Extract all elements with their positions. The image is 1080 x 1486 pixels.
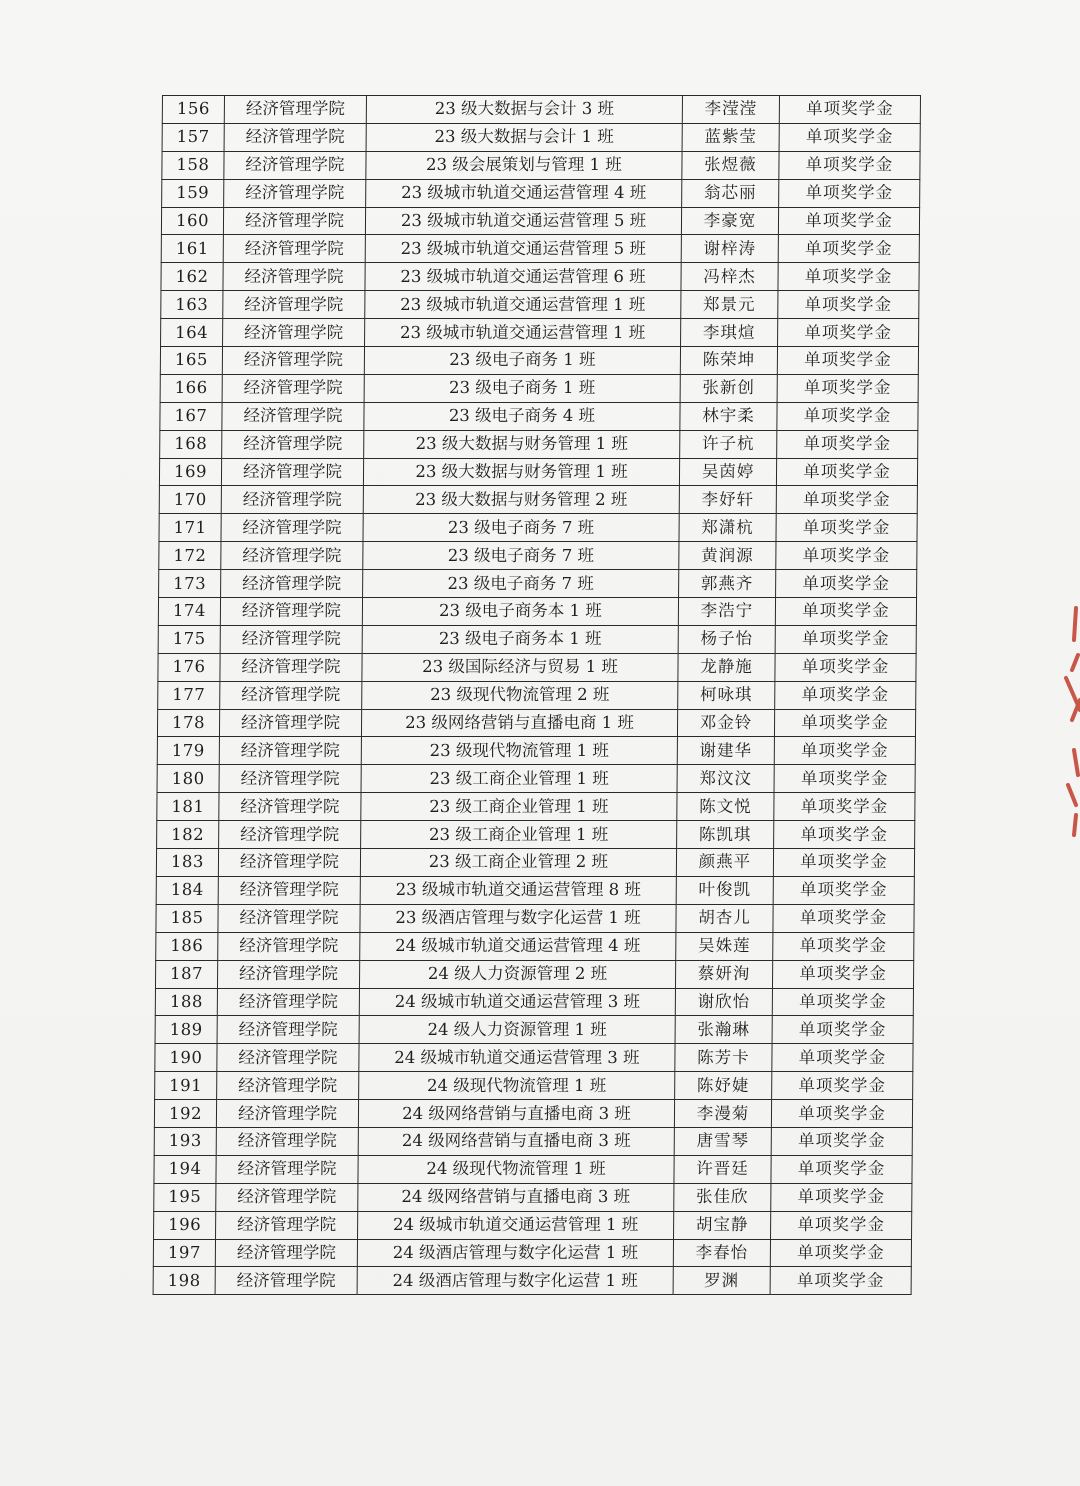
college-cell: 经济管理学院 xyxy=(223,263,365,291)
college-cell: 经济管理学院 xyxy=(216,1127,358,1155)
college-cell: 经济管理学院 xyxy=(219,793,361,821)
award-cell: 单项奖学金 xyxy=(778,263,919,291)
row-number: 195 xyxy=(154,1183,216,1211)
row-number: 162 xyxy=(161,263,223,291)
student-name-cell: 林宇柔 xyxy=(680,402,777,430)
row-number: 181 xyxy=(157,793,219,821)
row-number: 182 xyxy=(157,821,219,849)
student-name-cell: 张煜薇 xyxy=(682,151,779,179)
college-cell: 经济管理学院 xyxy=(223,319,365,347)
table-row xyxy=(162,96,920,124)
college-cell: 经济管理学院 xyxy=(219,709,361,737)
award-cell: 单项奖学金 xyxy=(771,1100,912,1128)
row-number: 175 xyxy=(158,625,220,653)
student-name-cell: 翁芯丽 xyxy=(682,179,779,207)
award-cell: 单项奖学金 xyxy=(772,1016,913,1044)
student-name-cell: 李滢滢 xyxy=(682,96,779,124)
class-cell: 23 级电子商务 4 班 xyxy=(364,402,680,430)
college-cell: 经济管理学院 xyxy=(221,458,363,486)
class-cell: 23 级大数据与财务管理 2 班 xyxy=(363,486,679,514)
table-row xyxy=(157,793,915,821)
student-name-cell: 李豪宽 xyxy=(681,207,778,235)
college-cell: 经济管理学院 xyxy=(224,96,366,124)
student-name-cell: 蔡妍洵 xyxy=(675,960,772,988)
table-row xyxy=(162,123,920,151)
class-cell: 23 级电子商务 1 班 xyxy=(364,374,680,402)
award-cell: 单项奖学金 xyxy=(772,960,913,988)
table-row xyxy=(162,179,920,207)
class-cell: 23 级工商企业管理 1 班 xyxy=(361,821,677,849)
class-cell: 24 级城市轨道交通运营管理 3 班 xyxy=(359,1044,675,1072)
award-cell: 单项奖学金 xyxy=(774,709,915,737)
row-number: 196 xyxy=(154,1211,216,1239)
row-number: 193 xyxy=(154,1127,216,1155)
award-cell: 单项奖学金 xyxy=(775,625,916,653)
table-row xyxy=(159,542,917,570)
table-row xyxy=(154,1100,912,1128)
award-cell: 单项奖学金 xyxy=(779,179,920,207)
table-row xyxy=(154,1183,912,1211)
college-cell: 经济管理学院 xyxy=(223,207,365,235)
award-cell: 单项奖学金 xyxy=(773,849,914,877)
row-number: 191 xyxy=(155,1072,217,1100)
award-cell: 单项奖学金 xyxy=(779,96,920,124)
college-cell: 经济管理学院 xyxy=(219,821,361,849)
table-row xyxy=(157,709,915,737)
award-cell: 单项奖学金 xyxy=(778,291,919,319)
award-cell: 单项奖学金 xyxy=(771,1127,912,1155)
row-number: 167 xyxy=(160,402,222,430)
college-cell: 经济管理学院 xyxy=(215,1267,357,1295)
table-row xyxy=(158,625,916,653)
college-cell: 经济管理学院 xyxy=(224,123,366,151)
award-cell: 单项奖学金 xyxy=(774,765,915,793)
row-number: 165 xyxy=(160,347,222,375)
table-row xyxy=(162,151,920,179)
student-name-cell: 吴姝莲 xyxy=(676,932,773,960)
row-number: 178 xyxy=(157,709,219,737)
award-cell: 单项奖学金 xyxy=(776,514,917,542)
college-cell: 经济管理学院 xyxy=(220,681,362,709)
table-row xyxy=(154,1155,912,1183)
row-number: 171 xyxy=(159,514,221,542)
table-row xyxy=(160,374,918,402)
college-cell: 经济管理学院 xyxy=(216,1155,358,1183)
table-row xyxy=(156,849,914,877)
college-cell: 经济管理学院 xyxy=(221,542,363,570)
student-name-cell: 柯咏琪 xyxy=(678,681,775,709)
table-row xyxy=(161,235,919,263)
class-cell: 23 级大数据与财务管理 1 班 xyxy=(363,458,679,486)
student-name-cell: 蓝紫莹 xyxy=(682,123,779,151)
class-cell: 23 级电子商务 7 班 xyxy=(363,542,679,570)
student-name-cell: 杨子怡 xyxy=(678,625,775,653)
table-row xyxy=(155,1016,913,1044)
student-name-cell: 李妤轩 xyxy=(679,486,776,514)
college-cell: 经济管理学院 xyxy=(218,904,360,932)
class-cell: 23 级会展策划与管理 1 班 xyxy=(366,151,682,179)
college-cell: 经济管理学院 xyxy=(219,765,361,793)
class-cell: 24 级现代物流管理 1 班 xyxy=(359,1072,675,1100)
row-number: 179 xyxy=(157,737,219,765)
college-cell: 经济管理学院 xyxy=(217,1044,359,1072)
table-row xyxy=(156,904,914,932)
award-cell: 单项奖学金 xyxy=(778,235,919,263)
class-cell: 23 级城市轨道交通运营管理 1 班 xyxy=(365,291,681,319)
table-row xyxy=(160,430,918,458)
class-cell: 23 级国际经济与贸易 1 班 xyxy=(362,653,678,681)
student-name-cell: 罗渊 xyxy=(673,1267,770,1295)
class-cell: 23 级电子商务本 1 班 xyxy=(362,625,678,653)
award-cell: 单项奖学金 xyxy=(775,681,916,709)
award-cell: 单项奖学金 xyxy=(778,207,919,235)
table-row xyxy=(160,347,918,375)
row-number: 156 xyxy=(162,96,224,124)
award-cell: 单项奖学金 xyxy=(776,486,917,514)
class-cell: 23 级电子商务本 1 班 xyxy=(362,598,678,626)
row-number: 169 xyxy=(159,458,221,486)
table-row xyxy=(153,1239,911,1267)
student-name-cell: 吴茵婷 xyxy=(679,458,776,486)
table-row xyxy=(156,876,914,904)
student-name-cell: 谢欣怡 xyxy=(675,988,772,1016)
class-cell: 24 级城市轨道交通运营管理 3 班 xyxy=(359,988,675,1016)
class-cell: 23 级城市轨道交通运营管理 5 班 xyxy=(365,207,681,235)
award-cell: 单项奖学金 xyxy=(774,737,915,765)
row-number: 160 xyxy=(161,207,223,235)
row-number: 168 xyxy=(160,430,222,458)
row-number: 159 xyxy=(162,179,224,207)
row-number: 164 xyxy=(161,319,223,347)
table-row xyxy=(157,737,915,765)
college-cell: 经济管理学院 xyxy=(217,1016,359,1044)
scholarship-roster-table xyxy=(153,95,921,1295)
college-cell: 经济管理学院 xyxy=(221,570,363,598)
table-row xyxy=(153,1267,911,1295)
red-seal-fragment xyxy=(1054,600,1080,840)
award-cell: 单项奖学金 xyxy=(775,653,916,681)
class-cell: 24 级城市轨道交通运营管理 4 班 xyxy=(360,932,676,960)
award-cell: 单项奖学金 xyxy=(776,458,917,486)
table-row xyxy=(161,319,919,347)
row-number: 177 xyxy=(158,681,220,709)
college-cell: 经济管理学院 xyxy=(217,988,359,1016)
table-row xyxy=(155,960,913,988)
class-cell: 24 级酒店管理与数字化运营 1 班 xyxy=(357,1267,673,1295)
row-number: 176 xyxy=(158,653,220,681)
college-cell: 经济管理学院 xyxy=(222,430,364,458)
award-cell: 单项奖学金 xyxy=(771,1183,912,1211)
college-cell: 经济管理学院 xyxy=(219,737,361,765)
table-row xyxy=(161,207,919,235)
class-cell: 23 级酒店管理与数字化运营 1 班 xyxy=(360,904,676,932)
row-number: 192 xyxy=(154,1100,216,1128)
class-cell: 23 级电子商务 7 班 xyxy=(363,514,679,542)
row-number: 187 xyxy=(155,960,217,988)
award-cell: 单项奖学金 xyxy=(773,876,914,904)
student-name-cell: 叶俊凯 xyxy=(676,876,773,904)
student-name-cell: 唐雪琴 xyxy=(674,1127,771,1155)
college-cell: 经济管理学院 xyxy=(217,1072,359,1100)
college-cell: 经济管理学院 xyxy=(222,374,364,402)
row-number: 174 xyxy=(158,598,220,626)
table-row xyxy=(155,1072,913,1100)
class-cell: 24 级人力资源管理 2 班 xyxy=(359,960,675,988)
table-row xyxy=(159,486,917,514)
student-name-cell: 李漫菊 xyxy=(674,1100,771,1128)
table-row xyxy=(159,514,917,542)
student-name-cell: 邓金铃 xyxy=(677,709,774,737)
college-cell: 经济管理学院 xyxy=(217,960,359,988)
class-cell: 24 级网络营销与直播电商 3 班 xyxy=(358,1100,674,1128)
class-cell: 23 级大数据与会计 3 班 xyxy=(366,96,682,124)
award-cell: 单项奖学金 xyxy=(771,1155,912,1183)
college-cell: 经济管理学院 xyxy=(223,291,365,319)
row-number: 166 xyxy=(160,374,222,402)
student-name-cell: 郑汶汶 xyxy=(677,765,774,793)
college-cell: 经济管理学院 xyxy=(216,1211,358,1239)
award-cell: 单项奖学金 xyxy=(778,319,919,347)
class-cell: 23 级电子商务 1 班 xyxy=(364,347,680,375)
college-cell: 经济管理学院 xyxy=(224,151,366,179)
award-cell: 单项奖学金 xyxy=(779,151,920,179)
award-cell: 单项奖学金 xyxy=(775,598,916,626)
class-cell: 24 级现代物流管理 1 班 xyxy=(358,1155,674,1183)
college-cell: 经济管理学院 xyxy=(221,514,363,542)
class-cell: 23 级工商企业管理 1 班 xyxy=(361,765,677,793)
roster-body xyxy=(153,96,920,1295)
class-cell: 23 级网络营销与直播电商 1 班 xyxy=(361,709,677,737)
award-cell: 单项奖学金 xyxy=(770,1239,911,1267)
college-cell: 经济管理学院 xyxy=(216,1183,358,1211)
award-cell: 单项奖学金 xyxy=(779,123,920,151)
student-name-cell: 胡宝静 xyxy=(674,1211,771,1239)
student-name-cell: 冯梓杰 xyxy=(681,263,778,291)
row-number: 185 xyxy=(156,904,218,932)
row-number: 170 xyxy=(159,486,221,514)
college-cell: 经济管理学院 xyxy=(222,347,364,375)
student-name-cell: 郑景元 xyxy=(681,291,778,319)
table-row xyxy=(159,570,917,598)
award-cell: 单项奖学金 xyxy=(772,1072,913,1100)
award-cell: 单项奖学金 xyxy=(777,347,918,375)
award-cell: 单项奖学金 xyxy=(770,1267,911,1295)
award-cell: 单项奖学金 xyxy=(776,542,917,570)
college-cell: 经济管理学院 xyxy=(218,849,360,877)
row-number: 190 xyxy=(155,1044,217,1072)
table-row xyxy=(158,653,916,681)
college-cell: 经济管理学院 xyxy=(221,486,363,514)
award-cell: 单项奖学金 xyxy=(771,1211,912,1239)
student-name-cell: 许子杭 xyxy=(680,430,777,458)
table-row xyxy=(161,291,919,319)
class-cell: 24 级酒店管理与数字化运营 1 班 xyxy=(357,1239,673,1267)
table-row xyxy=(158,598,916,626)
award-cell: 单项奖学金 xyxy=(774,821,915,849)
row-number: 158 xyxy=(162,151,224,179)
student-name-cell: 陈芳卡 xyxy=(675,1044,772,1072)
class-cell: 24 级城市轨道交通运营管理 1 班 xyxy=(358,1211,674,1239)
class-cell: 23 级城市轨道交通运营管理 8 班 xyxy=(360,876,676,904)
college-cell: 经济管理学院 xyxy=(216,1100,358,1128)
row-number: 198 xyxy=(153,1267,215,1295)
award-cell: 单项奖学金 xyxy=(772,1044,913,1072)
table-row xyxy=(160,402,918,430)
student-name-cell: 陈妤婕 xyxy=(675,1072,772,1100)
table-row xyxy=(159,458,917,486)
table-row xyxy=(157,765,915,793)
student-name-cell: 谢建华 xyxy=(677,737,774,765)
college-cell: 经济管理学院 xyxy=(222,402,364,430)
row-number: 172 xyxy=(159,542,221,570)
class-cell: 23 级工商企业管理 2 班 xyxy=(360,849,676,877)
college-cell: 经济管理学院 xyxy=(220,598,362,626)
table-row xyxy=(158,681,916,709)
row-number: 163 xyxy=(161,291,223,319)
class-cell: 23 级现代物流管理 2 班 xyxy=(362,681,678,709)
student-name-cell: 龙静施 xyxy=(678,653,775,681)
table-row xyxy=(161,263,919,291)
award-cell: 单项奖学金 xyxy=(774,793,915,821)
student-name-cell: 张新创 xyxy=(680,374,777,402)
student-name-cell: 许晋廷 xyxy=(674,1155,771,1183)
class-cell: 23 级城市轨道交通运营管理 6 班 xyxy=(365,263,681,291)
class-cell: 24 级网络营销与直播电商 3 班 xyxy=(358,1127,674,1155)
award-cell: 单项奖学金 xyxy=(777,430,918,458)
award-cell: 单项奖学金 xyxy=(773,932,914,960)
class-cell: 23 级城市轨道交通运营管理 1 班 xyxy=(365,319,681,347)
student-name-cell: 张瀚琳 xyxy=(675,1016,772,1044)
row-number: 197 xyxy=(153,1239,215,1267)
table-row xyxy=(154,1127,912,1155)
student-name-cell: 颜燕平 xyxy=(676,849,773,877)
table-row xyxy=(155,1044,913,1072)
college-cell: 经济管理学院 xyxy=(215,1239,357,1267)
college-cell: 经济管理学院 xyxy=(218,932,360,960)
college-cell: 经济管理学院 xyxy=(218,876,360,904)
row-number: 184 xyxy=(156,876,218,904)
award-cell: 单项奖学金 xyxy=(773,904,914,932)
award-cell: 单项奖学金 xyxy=(776,570,917,598)
student-name-cell: 张佳欣 xyxy=(674,1183,771,1211)
student-name-cell: 陈文悦 xyxy=(677,793,774,821)
student-name-cell: 李浩宁 xyxy=(678,598,775,626)
class-cell: 23 级电子商务 7 班 xyxy=(363,570,679,598)
class-cell: 23 级城市轨道交通运营管理 4 班 xyxy=(366,179,682,207)
class-cell: 23 级工商企业管理 1 班 xyxy=(361,793,677,821)
row-number: 194 xyxy=(154,1155,216,1183)
student-name-cell: 谢梓涛 xyxy=(681,235,778,263)
class-cell: 23 级现代物流管理 1 班 xyxy=(361,737,677,765)
student-name-cell: 李琪煊 xyxy=(681,319,778,347)
class-cell: 24 级网络营销与直播电商 3 班 xyxy=(358,1183,674,1211)
row-number: 188 xyxy=(155,988,217,1016)
table-row xyxy=(154,1211,912,1239)
college-cell: 经济管理学院 xyxy=(220,653,362,681)
row-number: 173 xyxy=(159,570,221,598)
student-name-cell: 黄润源 xyxy=(679,542,776,570)
row-number: 180 xyxy=(157,765,219,793)
award-cell: 单项奖学金 xyxy=(777,374,918,402)
table-row xyxy=(156,932,914,960)
class-cell: 24 级人力资源管理 1 班 xyxy=(359,1016,675,1044)
college-cell: 经济管理学院 xyxy=(224,179,366,207)
student-name-cell: 陈荣坤 xyxy=(680,347,777,375)
student-name-cell: 胡杏儿 xyxy=(676,904,773,932)
row-number: 186 xyxy=(156,932,218,960)
class-cell: 23 级大数据与财务管理 1 班 xyxy=(364,430,680,458)
college-cell: 经济管理学院 xyxy=(220,625,362,653)
college-cell: 经济管理学院 xyxy=(223,235,365,263)
award-cell: 单项奖学金 xyxy=(777,402,918,430)
award-cell: 单项奖学金 xyxy=(772,988,913,1016)
class-cell: 23 级城市轨道交通运营管理 5 班 xyxy=(365,235,681,263)
row-number: 161 xyxy=(161,235,223,263)
row-number: 189 xyxy=(155,1016,217,1044)
student-name-cell: 李春怡 xyxy=(673,1239,770,1267)
class-cell: 23 级大数据与会计 1 班 xyxy=(366,123,682,151)
student-name-cell: 郭燕齐 xyxy=(679,570,776,598)
table-row xyxy=(155,988,913,1016)
student-name-cell: 郑潇杭 xyxy=(679,514,776,542)
row-number: 183 xyxy=(156,849,218,877)
row-number: 157 xyxy=(162,123,224,151)
table-row xyxy=(157,821,915,849)
student-name-cell: 陈凯琪 xyxy=(677,821,774,849)
